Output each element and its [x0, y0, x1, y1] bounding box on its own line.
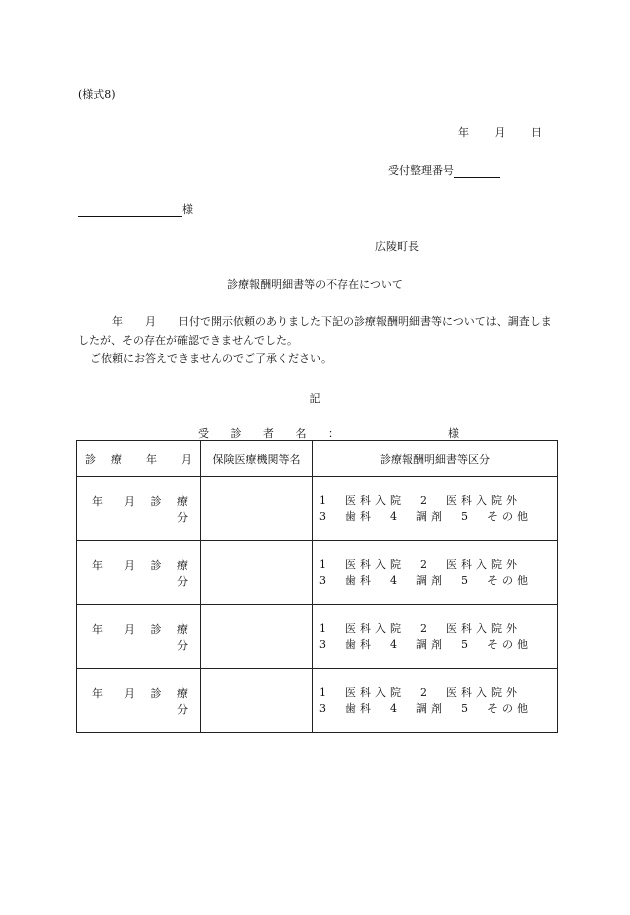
body-year: 年 [112, 315, 123, 328]
row-year: 年 [92, 558, 104, 572]
table-header-row [77, 441, 558, 477]
category-line2: 3 歯科 4 調剤 5 その他 [319, 637, 532, 651]
category-line1: 1 医科入院 2 医科入院外 [319, 493, 521, 507]
body-paragraph [78, 312, 554, 350]
ki-heading: 記 [309, 392, 321, 405]
header-category: 診療報酬明細書等区分 [313, 441, 558, 477]
date-month: 月 [494, 126, 506, 139]
reception-number [388, 162, 500, 178]
header-period [77, 441, 201, 477]
table-row [77, 669, 558, 733]
row-period [77, 541, 201, 605]
row-year: 年 [92, 686, 104, 700]
body-text1: 日付で開示依頼のありました下記の診療報酬明細書等については、調査しましたが、その存在が確認できませんでした。 [78, 315, 552, 347]
category-line2: 3 歯科 4 調剤 5 その他 [319, 573, 532, 587]
header-period-c: 月 [181, 452, 194, 466]
row-period [77, 669, 201, 733]
table-row [77, 605, 558, 669]
row-year: 年 [92, 494, 104, 508]
body-month: 月 [145, 315, 156, 328]
form-label: (様式8) [78, 88, 116, 101]
category-line1: 1 医科入院 2 医科入院外 [319, 621, 521, 635]
patient-honorific: 様 [448, 427, 459, 440]
row-month: 月 診 療 分 [124, 558, 194, 588]
row-institution [201, 541, 313, 605]
row-period [77, 477, 201, 541]
category-line2: 3 歯科 4 調剤 5 その他 [319, 509, 532, 523]
row-category [313, 477, 558, 541]
table-row [77, 477, 558, 541]
patient-name-line [198, 425, 459, 441]
category-line2: 3 歯科 4 調剤 5 その他 [319, 701, 532, 715]
row-institution [201, 605, 313, 669]
header-institution: 保険医療機関等名 [201, 441, 313, 477]
addressee-blank [78, 205, 182, 217]
row-month: 月 診 療 分 [124, 622, 194, 652]
addressee [78, 201, 193, 217]
records-table [76, 440, 558, 733]
date-day: 日 [531, 126, 542, 139]
header-period-a: 診 療 [85, 452, 124, 466]
category-line1: 1 医科入院 2 医科入院外 [319, 557, 521, 571]
category-line1: 1 医科入院 2 医科入院外 [319, 685, 521, 699]
sender: 広陵町長 [375, 240, 419, 253]
row-category [313, 669, 558, 733]
row-period [77, 605, 201, 669]
document-title: 診療報酬明細書等の不存在について [227, 278, 403, 291]
row-category [313, 541, 558, 605]
addressee-honorific: 様 [182, 203, 193, 216]
row-month: 月 診 療 分 [124, 686, 194, 716]
row-institution [201, 669, 313, 733]
reception-label: 受付整理番号 [388, 164, 454, 177]
date-line [458, 124, 542, 140]
patient-label: 受 診 者 名 ： [198, 427, 348, 440]
row-month: 月 診 療 分 [124, 494, 194, 524]
header-period-b: 年 [146, 452, 159, 466]
reception-blank [454, 166, 500, 178]
row-year: 年 [92, 622, 104, 636]
table-row [77, 541, 558, 605]
row-institution [201, 477, 313, 541]
row-category [313, 605, 558, 669]
body-closing: ご依頼にお答えできませんのでご了承ください。 [90, 352, 332, 365]
date-year: 年 [458, 126, 469, 139]
